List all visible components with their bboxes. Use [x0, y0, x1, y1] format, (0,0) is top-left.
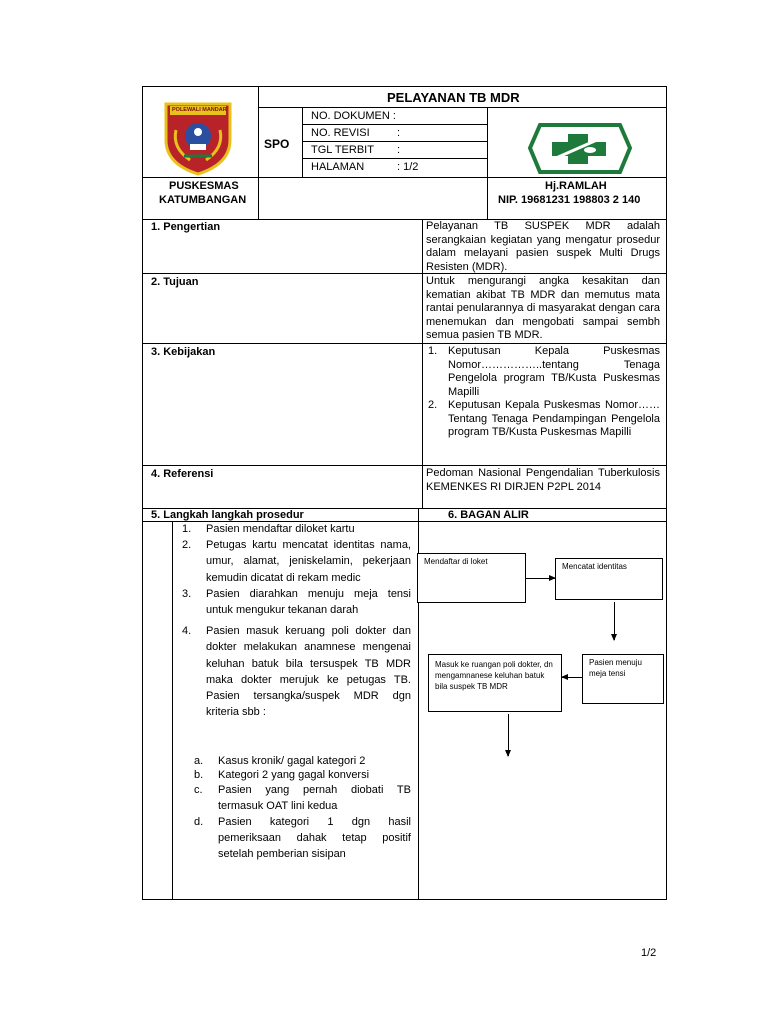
section-text-tujuan: Untuk mengurangi angka kesakitan dan kematian akibat TB MDR dan memutus mata rantai penularannya di masyarakat dengan cara menemukan dan mengobati sampai sembh semua pasien TB MDR. [426, 275, 660, 341]
section-label-referensi: 4. Referensi [151, 468, 214, 480]
doc-field-label: NO. REVISI [311, 127, 370, 139]
flow-box-tensi: Pasien menuju meja tensi [582, 654, 664, 704]
procedure-steps [182, 521, 411, 720]
flow-box-daftar: Mendaftar di loket [417, 553, 526, 603]
list-item: 2. Petugas kartu mencatat identitas nama, umur, alamat, jeniskelamin, pekerjaan kemudin dicatat di rekam medic [182, 539, 411, 584]
section-label-tujuan: 2. Tujuan [151, 276, 199, 288]
doc-field-label: TGL TERBIT [311, 144, 374, 156]
section-label-bagan: 6. BAGAN ALIR [448, 509, 529, 521]
org-name-line1: PUSKESMAS [169, 180, 239, 192]
document-title: PELAYANAN TB MDR [387, 90, 520, 105]
section-label-kebijakan: 3. Kebijakan [151, 346, 216, 358]
doc-field-value: : [397, 127, 401, 139]
spo-label: SPO [264, 137, 290, 151]
criteria-list [194, 755, 411, 862]
doc-field-label: NO. DOKUMEN : [311, 110, 396, 122]
list-item: 2. Keputusan Kepala Puskesmas Nomor…… Tentang Tenaga Pendampingan Pengelola program TB/Kusta Puskesmas Mapilli [428, 399, 660, 438]
flow-box-identitas: Mencatat identitas [555, 558, 663, 600]
list-item: 4. Pasien masuk keruang poli dokter dan dokter melakukan anamnese mengenai keluhan batuk bila tersuspek TB MDR maka dokter merujuk ke petugas TB. Pasien tersangka/suspek MDR dgn kriteria sbb : [182, 625, 411, 719]
list-item: b. Kategori 2 yang gagal konversi [194, 768, 370, 781]
doc-field-value: : [397, 144, 401, 156]
section-text-pengertian: Pelayanan TB SUSPEK MDR adalah serangkaian kegiatan yang mengatur prosedur dalam melayani pasien suspek Multi Drugs Resisten (MDR). [426, 220, 660, 273]
regency-crest-logo [160, 100, 236, 176]
list-item: a. Kasus kronik/ gagal kategori 2 [194, 755, 366, 767]
flow-arrow [508, 714, 509, 756]
signer-name: Hj.RAMLAH [545, 180, 607, 192]
kebijakan-list [428, 345, 660, 440]
puskesmas-cross-logo [526, 122, 634, 175]
list-item: 3. Pasien diarahkan menuju meja tensi untuk mengukur tekanan darah [182, 587, 411, 617]
page-number: 1/2 [641, 947, 657, 959]
section-label-langkah: 5. Langkah langkah prosedur [151, 509, 304, 521]
flow-arrow [526, 578, 555, 579]
section-text-referensi: Pedoman Nasional Pengendalian Tuberkulosis KEMENKES RI DIRJEN P2PL 2014 [426, 467, 660, 493]
crest-banner-text: POLEWALI MANDAR [172, 107, 227, 113]
list-item: c. Pasien yang pernah diobati TB termasuk OAT lini kedua [194, 784, 411, 812]
section-label-pengertian: 1. Pengertian [151, 221, 221, 233]
flow-arrow [614, 602, 615, 640]
org-name-line2: KATUMBANGAN [159, 194, 247, 206]
flow-arrow [562, 677, 582, 678]
flow-box-poli: Masuk ke ruangan poli dokter, dn mengamnanese keluhan batuk bila suspek TB MDR [428, 654, 562, 712]
list-item: d. Pasien kategori 1 dgn hasil pemeriksaan dahak tetap positif setelah pemberian sisipan [194, 816, 411, 860]
signer-nip: NIP. 19681231 198803 2 140 [498, 194, 641, 206]
doc-field-value: : 1/2 [397, 161, 419, 173]
list-item: 1. Pasien mendaftar diloket kartu [182, 523, 355, 535]
list-item: 1. Keputusan Kepala Puskesmas Nomor……………..tentang Tenaga Pengelola program TB/Kusta Puskesmas Mapilli [428, 345, 660, 398]
doc-field-label: HALAMAN [311, 161, 365, 173]
